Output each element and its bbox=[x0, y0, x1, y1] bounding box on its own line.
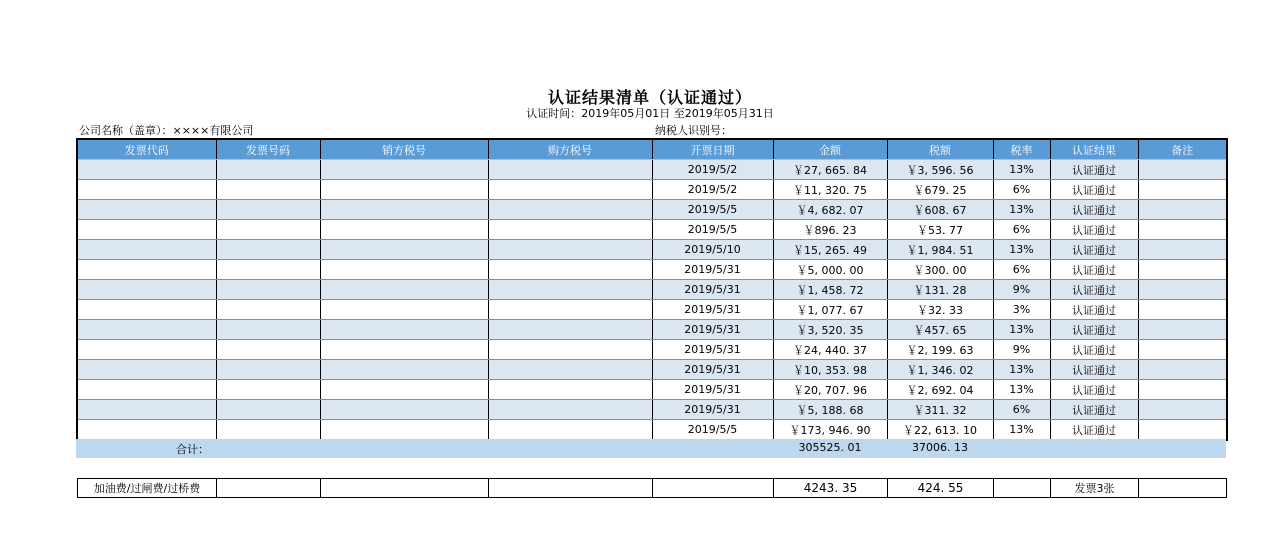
table-row bbox=[77, 220, 1227, 240]
invoice-date-cell: 2019/5/31 bbox=[652, 260, 773, 280]
result-cell: 认证通过 bbox=[1050, 420, 1138, 441]
invoice-number-cell bbox=[216, 420, 320, 441]
certification-period: 认证时间：2019年05月01日 至2019年05月31日 bbox=[526, 107, 774, 120]
table-row bbox=[77, 380, 1227, 400]
remark-cell bbox=[1138, 300, 1227, 320]
fuel-fee-label: 加油费/过闸费/过桥费 bbox=[78, 479, 217, 498]
col-header-result: 认证结果 bbox=[1050, 139, 1138, 160]
invoice-date-cell: 2019/5/31 bbox=[652, 380, 773, 400]
fuel-fee-cell bbox=[321, 479, 489, 498]
amount-cell: ￥27, 665. 84 bbox=[773, 160, 887, 180]
remark-cell bbox=[1138, 380, 1227, 400]
seller-tax-id-cell bbox=[320, 340, 488, 360]
remark-cell bbox=[1138, 240, 1227, 260]
invoice-code-cell bbox=[77, 180, 216, 200]
seller-tax-id-cell bbox=[320, 420, 488, 441]
result-cell: 认证通过 bbox=[1050, 400, 1138, 420]
col-header-invoice-code: 发票代码 bbox=[77, 139, 216, 160]
tax-rate-cell: 6% bbox=[993, 220, 1050, 240]
result-cell: 认证通过 bbox=[1050, 180, 1138, 200]
result-cell: 认证通过 bbox=[1050, 360, 1138, 380]
remark-cell bbox=[1138, 320, 1227, 340]
page-title: 认证结果清单（认证通过） bbox=[547, 88, 752, 107]
seller-tax-id-cell bbox=[320, 400, 488, 420]
invoice-date-cell: 2019/5/31 bbox=[652, 400, 773, 420]
amount-cell: ￥3, 520. 35 bbox=[773, 320, 887, 340]
fuel-fee-result: 发票3张 bbox=[1051, 479, 1139, 498]
fuel-fee-cell bbox=[217, 479, 321, 498]
seller-tax-id-cell bbox=[320, 160, 488, 180]
total-row bbox=[76, 439, 1226, 458]
invoice-number-cell bbox=[216, 400, 320, 420]
invoice-number-cell bbox=[216, 320, 320, 340]
seller-tax-id-cell bbox=[320, 220, 488, 240]
fuel-fee-remark bbox=[1139, 479, 1227, 498]
col-header-remark: 备注 bbox=[1138, 139, 1227, 160]
tax-rate-cell: 13% bbox=[993, 380, 1050, 400]
result-cell: 认证通过 bbox=[1050, 380, 1138, 400]
tax-cell: ￥2, 199. 63 bbox=[887, 340, 993, 360]
invoice-number-cell bbox=[216, 360, 320, 380]
remark-cell bbox=[1138, 200, 1227, 220]
fuel-fee-table bbox=[77, 478, 1227, 498]
invoice-date-cell: 2019/5/31 bbox=[652, 340, 773, 360]
table-row bbox=[77, 360, 1227, 380]
invoice-date-cell: 2019/5/2 bbox=[652, 160, 773, 180]
invoice-number-cell bbox=[216, 260, 320, 280]
col-header-seller-tax-id: 销方税号 bbox=[320, 139, 488, 160]
col-header-tax: 税额 bbox=[887, 139, 993, 160]
remark-cell bbox=[1138, 420, 1227, 441]
amount-cell: ￥4, 682. 07 bbox=[773, 200, 887, 220]
invoice-code-cell bbox=[77, 240, 216, 260]
invoice-number-cell bbox=[216, 200, 320, 220]
seller-tax-id-cell bbox=[320, 300, 488, 320]
buyer-tax-id-cell bbox=[488, 320, 652, 340]
invoice-number-cell bbox=[216, 160, 320, 180]
result-cell: 认证通过 bbox=[1050, 160, 1138, 180]
total-tax: 37006. 13 bbox=[912, 441, 968, 454]
total-label: 合计： bbox=[176, 443, 209, 456]
amount-cell: ￥20, 707. 96 bbox=[773, 380, 887, 400]
buyer-tax-id-cell bbox=[488, 360, 652, 380]
tax-cell: ￥300. 00 bbox=[887, 260, 993, 280]
tax-rate-cell: 13% bbox=[993, 200, 1050, 220]
tax-rate-cell: 9% bbox=[993, 280, 1050, 300]
result-cell: 认证通过 bbox=[1050, 200, 1138, 220]
fuel-fee-rate bbox=[994, 479, 1051, 498]
result-cell: 认证通过 bbox=[1050, 320, 1138, 340]
table-row bbox=[77, 260, 1227, 280]
amount-cell: ￥896. 23 bbox=[773, 220, 887, 240]
seller-tax-id-cell bbox=[320, 380, 488, 400]
tax-rate-cell: 13% bbox=[993, 320, 1050, 340]
invoice-number-cell bbox=[216, 280, 320, 300]
invoice-code-cell bbox=[77, 320, 216, 340]
invoice-date-cell: 2019/5/5 bbox=[652, 200, 773, 220]
buyer-tax-id-cell bbox=[488, 340, 652, 360]
col-header-amount: 金额 bbox=[773, 139, 887, 160]
company-name: 公司名称（盖章）：××××有限公司 bbox=[79, 124, 254, 137]
remark-cell bbox=[1138, 280, 1227, 300]
tax-cell: ￥131. 28 bbox=[887, 280, 993, 300]
tax-cell: ￥2, 692. 04 bbox=[887, 380, 993, 400]
table-row bbox=[77, 340, 1227, 360]
invoice-code-cell bbox=[77, 360, 216, 380]
tax-rate-cell: 6% bbox=[993, 260, 1050, 280]
invoice-table bbox=[76, 138, 1228, 441]
seller-tax-id-cell bbox=[320, 260, 488, 280]
total-amount: 305525. 01 bbox=[798, 441, 862, 454]
tax-rate-cell: 13% bbox=[993, 420, 1050, 441]
fuel-fee-cell bbox=[653, 479, 774, 498]
invoice-code-cell bbox=[77, 280, 216, 300]
tax-cell: ￥679. 25 bbox=[887, 180, 993, 200]
table-row bbox=[77, 180, 1227, 200]
remark-cell bbox=[1138, 180, 1227, 200]
fuel-fee-amount: 4243. 35 bbox=[774, 479, 888, 498]
buyer-tax-id-cell bbox=[488, 220, 652, 240]
invoice-code-cell bbox=[77, 160, 216, 180]
buyer-tax-id-cell bbox=[488, 160, 652, 180]
buyer-tax-id-cell bbox=[488, 300, 652, 320]
tax-cell: ￥311. 32 bbox=[887, 400, 993, 420]
remark-cell bbox=[1138, 260, 1227, 280]
table-row bbox=[77, 400, 1227, 420]
amount-cell: ￥10, 353. 98 bbox=[773, 360, 887, 380]
remark-cell bbox=[1138, 220, 1227, 240]
table-row bbox=[77, 160, 1227, 180]
amount-cell: ￥1, 077. 67 bbox=[773, 300, 887, 320]
invoice-code-cell bbox=[77, 340, 216, 360]
buyer-tax-id-cell bbox=[488, 200, 652, 220]
result-cell: 认证通过 bbox=[1050, 300, 1138, 320]
table-row bbox=[77, 300, 1227, 320]
result-cell: 认证通过 bbox=[1050, 220, 1138, 240]
table-row bbox=[77, 240, 1227, 260]
tax-rate-cell: 3% bbox=[993, 300, 1050, 320]
invoice-date-cell: 2019/5/5 bbox=[652, 220, 773, 240]
amount-cell: ￥24, 440. 37 bbox=[773, 340, 887, 360]
buyer-tax-id-cell bbox=[488, 180, 652, 200]
invoice-code-cell bbox=[77, 200, 216, 220]
seller-tax-id-cell bbox=[320, 280, 488, 300]
tax-cell: ￥1, 984. 51 bbox=[887, 240, 993, 260]
result-cell: 认证通过 bbox=[1050, 280, 1138, 300]
taxpayer-id-label: 纳税人识别号： bbox=[655, 124, 732, 137]
amount-cell: ￥11, 320. 75 bbox=[773, 180, 887, 200]
invoice-code-cell bbox=[77, 220, 216, 240]
seller-tax-id-cell bbox=[320, 320, 488, 340]
seller-tax-id-cell bbox=[320, 360, 488, 380]
tax-cell: ￥457. 65 bbox=[887, 320, 993, 340]
buyer-tax-id-cell bbox=[488, 260, 652, 280]
amount-cell: ￥5, 000. 00 bbox=[773, 260, 887, 280]
invoice-code-cell bbox=[77, 260, 216, 280]
tax-cell: ￥608. 67 bbox=[887, 200, 993, 220]
buyer-tax-id-cell bbox=[488, 240, 652, 260]
tax-rate-cell: 6% bbox=[993, 400, 1050, 420]
invoice-date-cell: 2019/5/31 bbox=[652, 320, 773, 340]
invoice-code-cell bbox=[77, 300, 216, 320]
buyer-tax-id-cell bbox=[488, 380, 652, 400]
invoice-number-cell bbox=[216, 340, 320, 360]
tax-rate-cell: 13% bbox=[993, 160, 1050, 180]
table-row bbox=[77, 420, 1227, 441]
col-header-invoice-number: 发票号码 bbox=[216, 139, 320, 160]
invoice-date-cell: 2019/5/2 bbox=[652, 180, 773, 200]
tax-rate-cell: 6% bbox=[993, 180, 1050, 200]
invoice-code-cell bbox=[77, 420, 216, 441]
amount-cell: ￥1, 458. 72 bbox=[773, 280, 887, 300]
tax-cell: ￥1, 346. 02 bbox=[887, 360, 993, 380]
remark-cell bbox=[1138, 360, 1227, 380]
tax-cell: ￥3, 596. 56 bbox=[887, 160, 993, 180]
invoice-number-cell bbox=[216, 180, 320, 200]
amount-cell: ￥15, 265. 49 bbox=[773, 240, 887, 260]
tax-rate-cell: 13% bbox=[993, 360, 1050, 380]
col-header-invoice-date: 开票日期 bbox=[652, 139, 773, 160]
invoice-date-cell: 2019/5/31 bbox=[652, 280, 773, 300]
table-header-row bbox=[77, 139, 1227, 160]
amount-cell: ￥173, 946. 90 bbox=[773, 420, 887, 441]
fuel-fee-tax: 424. 55 bbox=[888, 479, 994, 498]
invoice-code-cell bbox=[77, 400, 216, 420]
result-cell: 认证通过 bbox=[1050, 260, 1138, 280]
invoice-code-cell bbox=[77, 380, 216, 400]
remark-cell bbox=[1138, 160, 1227, 180]
result-cell: 认证通过 bbox=[1050, 340, 1138, 360]
buyer-tax-id-cell bbox=[488, 420, 652, 441]
invoice-date-cell: 2019/5/31 bbox=[652, 300, 773, 320]
invoice-date-cell: 2019/5/5 bbox=[652, 420, 773, 441]
col-header-tax-rate: 税率 bbox=[993, 139, 1050, 160]
invoice-number-cell bbox=[216, 220, 320, 240]
remark-cell bbox=[1138, 340, 1227, 360]
tax-rate-cell: 13% bbox=[993, 240, 1050, 260]
fuel-fee-row bbox=[78, 479, 1227, 498]
seller-tax-id-cell bbox=[320, 180, 488, 200]
invoice-date-cell: 2019/5/10 bbox=[652, 240, 773, 260]
tax-cell: ￥53. 77 bbox=[887, 220, 993, 240]
invoice-date-cell: 2019/5/31 bbox=[652, 360, 773, 380]
table-row bbox=[77, 280, 1227, 300]
seller-tax-id-cell bbox=[320, 240, 488, 260]
table-row bbox=[77, 200, 1227, 220]
result-cell: 认证通过 bbox=[1050, 240, 1138, 260]
amount-cell: ￥5, 188. 68 bbox=[773, 400, 887, 420]
tax-rate-cell: 9% bbox=[993, 340, 1050, 360]
col-header-buyer-tax-id: 购方税号 bbox=[488, 139, 652, 160]
buyer-tax-id-cell bbox=[488, 280, 652, 300]
tax-cell: ￥32. 33 bbox=[887, 300, 993, 320]
buyer-tax-id-cell bbox=[488, 400, 652, 420]
seller-tax-id-cell bbox=[320, 200, 488, 220]
invoice-number-cell bbox=[216, 300, 320, 320]
invoice-number-cell bbox=[216, 240, 320, 260]
fuel-fee-cell bbox=[489, 479, 653, 498]
remark-cell bbox=[1138, 400, 1227, 420]
tax-cell: ￥22, 613. 10 bbox=[887, 420, 993, 441]
table-row bbox=[77, 320, 1227, 340]
invoice-number-cell bbox=[216, 380, 320, 400]
